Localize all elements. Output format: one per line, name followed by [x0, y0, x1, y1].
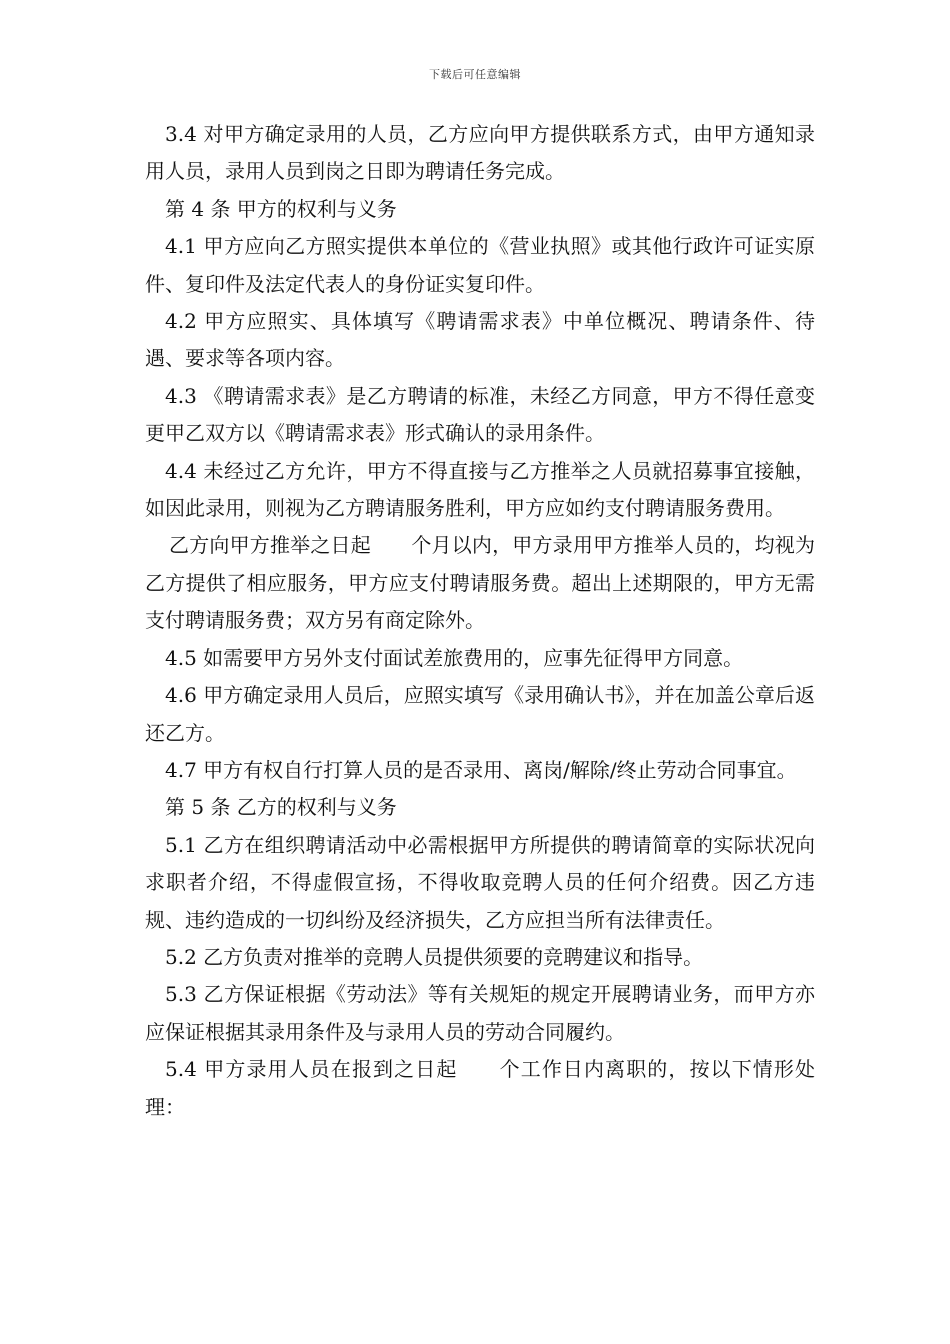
clause-5-2: 5.2 乙方负责对推举的竞聘人员提供须要的竞聘建议和指导。 [165, 944, 704, 969]
clause-4-7: 4.7 甲方有权自行打算人员的是否录用、离岗/解除/终止劳动合同事宜。 [165, 757, 797, 782]
clause-4-3: 4.3 《聘请需求表》是乙方聘请的标准，未经乙方同意，甲方不得任意变更甲乙双方以《聘请需求表》形式确认的录用条件。 [145, 383, 815, 446]
clause-5-4: 5.4 甲方录用人员在报到之日起 个工作日内离职的，按以下情形处理： [145, 1057, 815, 1119]
clause-4-6: 4.6 甲方确定录用人员后，应照实填写《录用确认书》，并在加盖公章后返还乙方。 [145, 683, 815, 745]
clause-5-3: 5.3 乙方保证根据《劳动法》等有关规矩的规定开展聘请业务，而甲方亦应保证根据其录用条件及与录用人员的劳动合同履约。 [145, 982, 815, 1044]
article-5-heading: 第 5 条 乙方的权利与义务 [165, 795, 397, 820]
clause-4-4: 4.4 未经过乙方允许，甲方不得直接与乙方推举之人员就招募事宜接触，如因此录用，则视为乙方聘请服务胜利，甲方应如约支付聘请服务费用。 [145, 458, 815, 521]
header-note: 下载后可任意编辑 [429, 68, 521, 81]
clause-3-4: 3.4 对甲方确定录用的人员，乙方应向甲方提供联系方式，由甲方通知录用人员，录用人员到岗之日即为聘请任务完成。 [145, 122, 815, 184]
clause-4-4-supplement: 乙方向甲方推举之日起 个月以内，甲方录用甲方推举人员的，均视为乙方提供了相应服务，甲方应支付聘请服务费。超出上述期限的，甲方无需支付聘请服务费；双方另有商定除外。 [145, 533, 815, 633]
document-body [145, 116, 815, 1126]
clause-4-5: 4.5 如需要甲方另外支付面试差旅费用的，应事先征得甲方同意。 [165, 645, 744, 670]
clause-4-1: 4.1 甲方应向乙方照实提供本单位的《营业执照》或其他行政许可证实原件、复印件及法定代表人的身份证实复印件。 [145, 234, 815, 296]
clause-4-2: 4.2 甲方应照实、具体填写《聘请需求表》中单位概况、聘请条件、待遇、要求等各项内容。 [145, 309, 815, 371]
clause-5-1: 5.1 乙方在组织聘请活动中必需根据甲方所提供的聘请简章的实际状况向求职者介绍，不得虚假宣扬，不得收取竞聘人员的任何介绍费。因乙方违规、违约造成的一切纠纷及经济损失，乙方应担当所有法律责任。 [145, 832, 815, 932]
article-4-heading: 第 4 条 甲方的权利与义务 [165, 196, 397, 221]
